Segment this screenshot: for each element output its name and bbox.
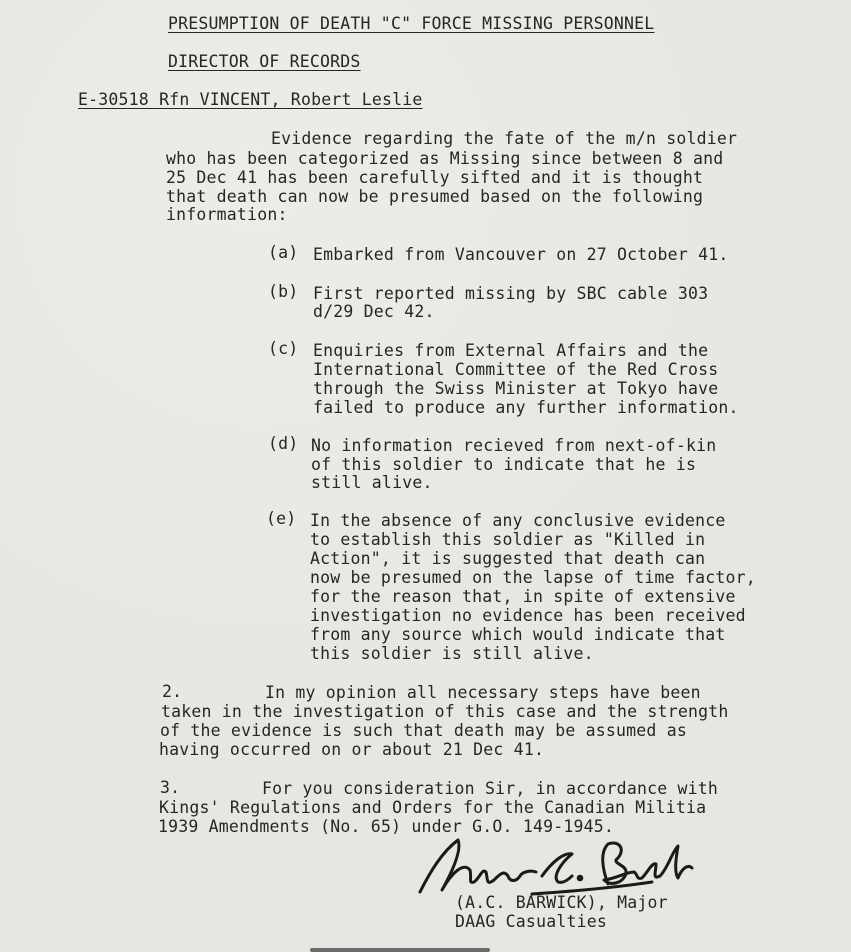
item-line: investigation no evidence has been received bbox=[310, 606, 746, 625]
item-line: Action", it is suggested that death can bbox=[310, 549, 706, 568]
item-line: of this soldier to indicate that he is bbox=[311, 455, 697, 474]
item-line: to establish this soldier as "Killed in bbox=[310, 530, 706, 549]
intro-line: information: bbox=[166, 205, 288, 224]
handwritten-signature bbox=[412, 832, 702, 902]
signatory-name: (A.C. BARWICK), Major bbox=[455, 893, 668, 912]
intro-line: 25 Dec 41 has been carefully sifted and it is thought bbox=[166, 168, 704, 187]
item-line: International Committee of the Red Cross bbox=[313, 360, 719, 379]
item-label: (e) bbox=[266, 509, 297, 528]
paragraph-number: 3. bbox=[160, 778, 181, 797]
item-line: d/29 Dec 42. bbox=[313, 302, 435, 321]
item-label: (d) bbox=[268, 434, 299, 453]
item-line: now be presumed on the lapse of time factor, bbox=[310, 568, 756, 587]
item-line: through the Swiss Minister at Tokyo have bbox=[313, 379, 719, 398]
item-line: for the reason that, in spite of extensive bbox=[310, 587, 736, 606]
subject-line: E-30518 Rfn VINCENT, Robert Leslie bbox=[78, 90, 423, 109]
signatory-title: DAAG Casualties bbox=[455, 912, 608, 931]
item-line: failed to produce any further information. bbox=[313, 398, 739, 417]
item-line: Enquiries from External Affairs and the bbox=[313, 341, 709, 360]
item-line: Embarked from Vancouver on 27 October 41. bbox=[313, 245, 729, 264]
item-line: still alive. bbox=[311, 473, 433, 492]
paragraph-line: having occurred on or about 21 Dec 41. bbox=[159, 740, 545, 759]
paragraph-line: taken in the investigation of this case and the strength bbox=[161, 702, 729, 721]
item-line: In the absence of any conclusive evidence bbox=[310, 511, 726, 530]
item-label: (c) bbox=[268, 339, 299, 358]
item-label: (b) bbox=[268, 282, 299, 301]
item-line: No information recieved from next-of-kin bbox=[311, 436, 717, 455]
paragraph-number: 2. bbox=[162, 682, 183, 701]
addressee: DIRECTOR OF RECORDS bbox=[168, 52, 361, 71]
item-line: First reported missing by SBC cable 303 bbox=[313, 284, 709, 303]
paragraph-line: 1939 Amendments (No. 65) under G.O. 149-1945. bbox=[158, 817, 615, 836]
intro-line: who has been categorized as Missing since between 8 and bbox=[166, 149, 724, 168]
intro-line: that death can now be presumed based on the following bbox=[166, 187, 704, 206]
document-title: PRESUMPTION OF DEATH "C" FORCE MISSING PERSONNEL bbox=[168, 14, 655, 33]
paragraph-line: For you consideration Sir, in accordance with bbox=[262, 779, 719, 798]
paragraph-line: Kings' Regulations and Orders for the Canadian Militia bbox=[159, 798, 707, 817]
item-label: (a) bbox=[268, 243, 299, 262]
paragraph-line: In my opinion all necessary steps have been bbox=[265, 683, 701, 702]
intro-line: Evidence regarding the fate of the m/n soldier bbox=[271, 129, 738, 148]
paragraph-line: of the evidence is such that death may be assumed as bbox=[160, 721, 687, 740]
item-line: from any source which would indicate that bbox=[310, 625, 726, 644]
scroll-indicator bbox=[310, 948, 490, 952]
item-line: this soldier is still alive. bbox=[310, 644, 594, 663]
